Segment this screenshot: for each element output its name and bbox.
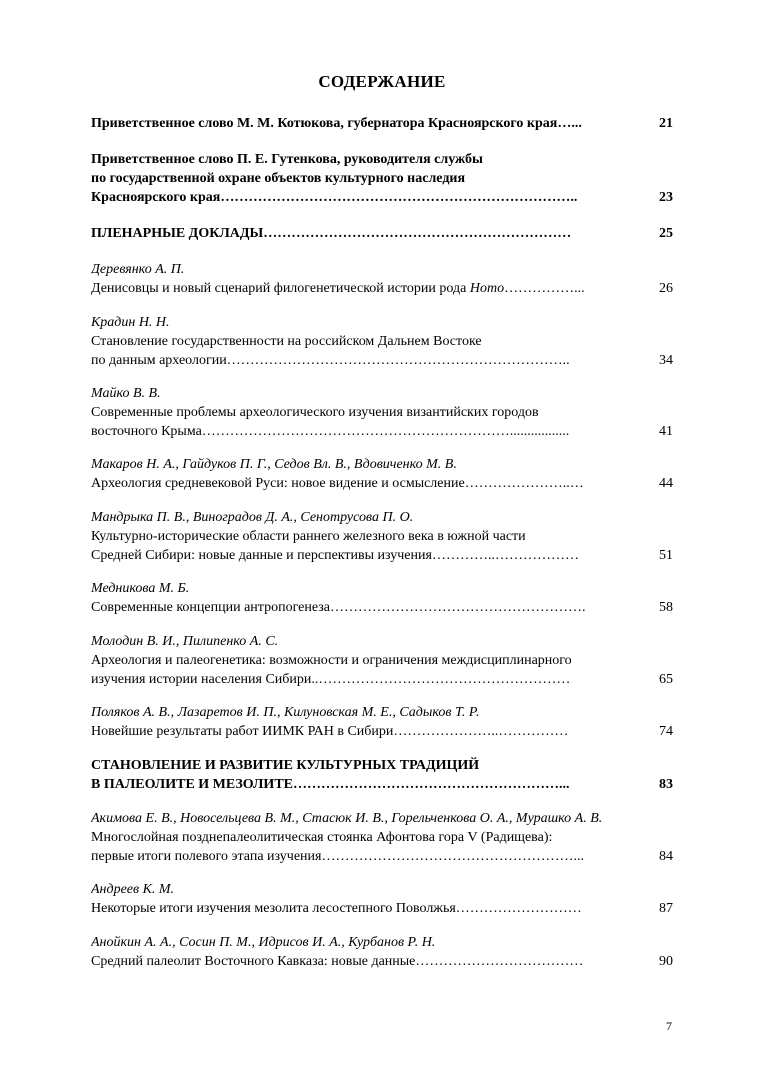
- toc-entry-title-line: Культурно-исторические области раннего железного века в южной части: [91, 529, 526, 544]
- toc-entry[interactable]: [91, 880, 673, 918]
- toc-entry-title-line: Приветственное слово П. Е. Гутенкова, руководителя службы: [91, 152, 483, 167]
- toc-entry[interactable]: [91, 703, 673, 741]
- toc-entry-title-line: В ПАЛЕОЛИТЕ И МЕЗОЛИТЕ…………………………………………………...: [91, 777, 570, 792]
- toc-entry-title-line: Средний палеолит Восточного Кавказа: новые данные………………………………: [91, 954, 584, 969]
- toc-entry[interactable]: [91, 508, 673, 565]
- toc-entry-title-line: первые итоги полевого этапа изучения………………………………………………...: [91, 849, 584, 864]
- toc-entry-authors: Поляков А. В., Лазаретов И. П., Килуновская М. Е., Садыков Т. Р.: [91, 705, 480, 720]
- toc-entry-page: 90: [659, 954, 673, 969]
- toc-entry-page: 26: [659, 281, 673, 296]
- toc-entry-authors: Мандрыка П. В., Виноградов Д. А., Сенотрусова П. О.: [91, 510, 414, 525]
- toc-entry-page: 34: [659, 353, 673, 368]
- toc-entry-authors: Анойкин А. А., Сосин П. М., Идрисов И. А., Курбанов Р. Н.: [91, 935, 436, 950]
- toc-entry-authors: Андреев К. М.: [91, 882, 175, 897]
- toc-entry-authors: Макаров Н. А., Гайдуков П. Г., Седов Вл. В., Вдовиченко М. В.: [91, 457, 457, 472]
- toc-entry-title-line: Новейшие результаты работ ИИМК РАН в Сибири…………………..……………: [91, 724, 569, 739]
- toc-entry-page: 84: [659, 849, 673, 864]
- toc-entry-title-line: восточного Крыма………………………………………………………….................: [91, 424, 570, 439]
- toc-entry[interactable]: [91, 933, 673, 971]
- toc-entry-title-line: Современные проблемы археологического изучения византийских городов: [91, 405, 539, 420]
- toc-entry-authors: Крадин Н. Н.: [91, 315, 170, 330]
- toc-entry-page: 21: [659, 116, 673, 131]
- toc-entry-title-line: изучения истории населения Сибири..………………………………………………: [91, 672, 571, 687]
- toc-entry-page: 25: [659, 226, 673, 241]
- toc-entry-authors: Молодин В. И., Пилипенко А. С.: [91, 634, 279, 649]
- toc-entry[interactable]: [91, 224, 673, 243]
- toc-entry[interactable]: [91, 150, 673, 207]
- toc-entry[interactable]: [91, 384, 673, 441]
- toc-entry[interactable]: [91, 756, 673, 794]
- toc-entry-authors: Майко В. В.: [91, 386, 161, 401]
- toc-entry-title-line: Приветственное слово М. М. Котюкова, губернатора Красноярского края…...: [91, 116, 582, 131]
- toc-entry-title-line: СТАНОВЛЕНИЕ И РАЗВИТИЕ КУЛЬТУРНЫХ ТРАДИЦИЙ: [91, 758, 480, 773]
- toc-entry-title-line: Средней Сибири: новые данные и перспективы изучения…………..………………: [91, 548, 579, 563]
- page-title: СОДЕРЖАНИЕ: [318, 72, 446, 91]
- toc-entry-title-line: Археология и палеогенетика: возможности и ограничения междисциплинарного: [91, 653, 572, 668]
- toc-entry[interactable]: [91, 632, 673, 689]
- toc-entry-page: 74: [659, 724, 673, 739]
- toc-entry[interactable]: [91, 114, 673, 133]
- toc-entry-page: 87: [659, 901, 673, 916]
- toc-entry-title-line: Археология средневековой Руси: новое видение и осмысление…………………..…: [91, 476, 584, 491]
- toc-entry-title-line: Становление государственности на российском Дальнем Востоке: [91, 334, 482, 349]
- toc-entry-page: 65: [659, 672, 673, 687]
- toc-entry-title-line: по государственной охране объектов культурного наследия: [91, 171, 466, 186]
- toc-entry-title-line: ПЛЕНАРНЫЕ ДОКЛАДЫ…………………………………………………………: [91, 226, 572, 241]
- toc-entry-authors: Медникова М. Б.: [91, 581, 190, 596]
- toc-entry-title-line: Современные концепции антропогенеза……………………………………………….: [91, 600, 586, 615]
- toc-entry-authors: Акимова Е. В., Новосельцева В. М., Стасюк И. В., Горельченкова О. А., Мурашко А. В.: [91, 811, 603, 826]
- toc-entry-title-line: по данным археологии………………………………………………………………..: [91, 353, 570, 368]
- toc-entry-page: 44: [659, 476, 673, 491]
- toc-entry-title-line: Многослойная позднепалеолитическая стоянка Афонтова гора V (Радищева):: [91, 830, 553, 845]
- toc-entry-title-line: Красноярского края…………………………………………………………………..: [91, 190, 578, 205]
- toc-entry-page: 83: [659, 777, 673, 792]
- toc-entry-title-line: Денисовцы и новый сценарий филогенетической истории рода Homo……………...: [91, 281, 585, 296]
- toc-entry[interactable]: [91, 809, 673, 866]
- toc-entry-title-line: Некоторые итоги изучения мезолита лесостепного Поволжья………………………: [91, 901, 582, 916]
- toc-entry-page: 41: [659, 424, 673, 439]
- toc-entry-page: 23: [659, 190, 673, 205]
- toc-entry[interactable]: [91, 579, 673, 617]
- toc-entry[interactable]: [91, 455, 673, 493]
- toc-entry-authors: Деревянко А. П.: [91, 262, 185, 277]
- page-number: 7: [666, 1019, 672, 1033]
- toc-entry-page: 51: [659, 548, 673, 563]
- toc-entry[interactable]: [91, 313, 673, 370]
- toc-entry[interactable]: [91, 260, 673, 298]
- toc-entry-page: 58: [659, 600, 673, 615]
